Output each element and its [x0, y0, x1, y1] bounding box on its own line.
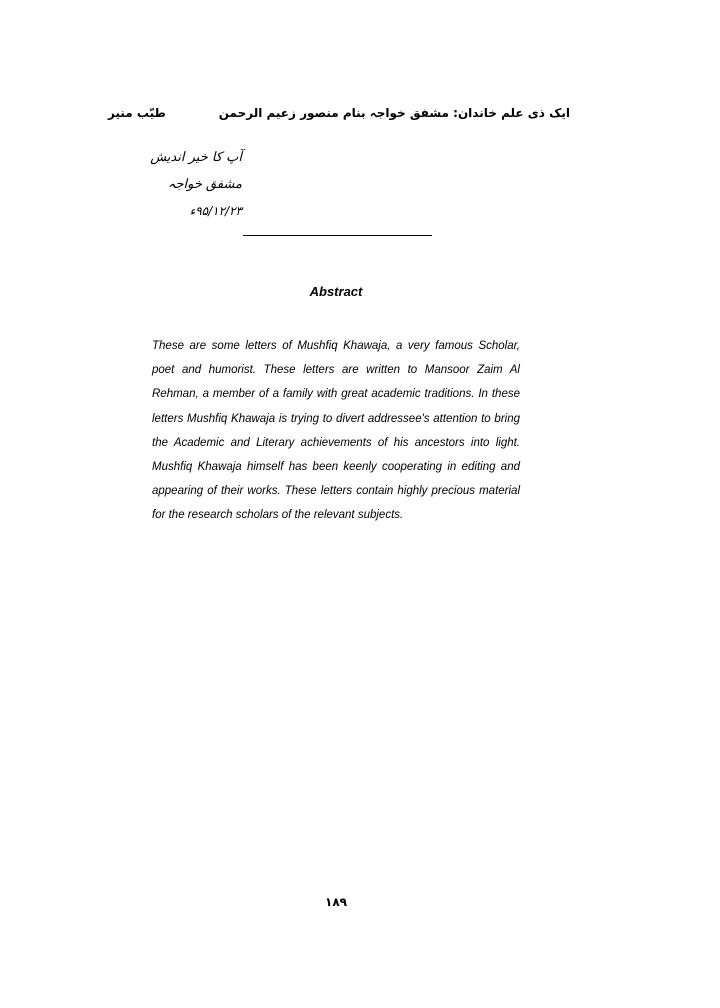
abstract-body: These are some letters of Mushfiq Khawaja, a very famous Scholar, poet and humorist. These letters are written to Mansoor Zaim Al Rehman, a member of a family with great academic traditions. In these letters Mushfiq Khawaja is trying to divert addressee's attention to bring the Academic and Literary achievements of his ancestors into light. Mushfiq Khawaja himself has been keenly cooperating in editing and appearing of their works. These letters contain highly precious material for the research scholars of the relevant subjects. [152, 340, 520, 522]
signature-name: مشفق خواجہ [167, 177, 242, 192]
section-divider [243, 235, 432, 236]
page-number: ۱۸۹ [325, 895, 347, 909]
signature-closing: آپ کا خیر اندیش [150, 150, 242, 165]
header-title: ایک ذی علم خاندان: مشفق خواجہ بنام منصور زعیم الرحمن [218, 106, 570, 120]
abstract-heading: Abstract [309, 284, 363, 299]
header-author: طیّب منیر [108, 106, 166, 120]
signature-date: ۹۵/۱۲/۲۳ء [189, 204, 242, 218]
